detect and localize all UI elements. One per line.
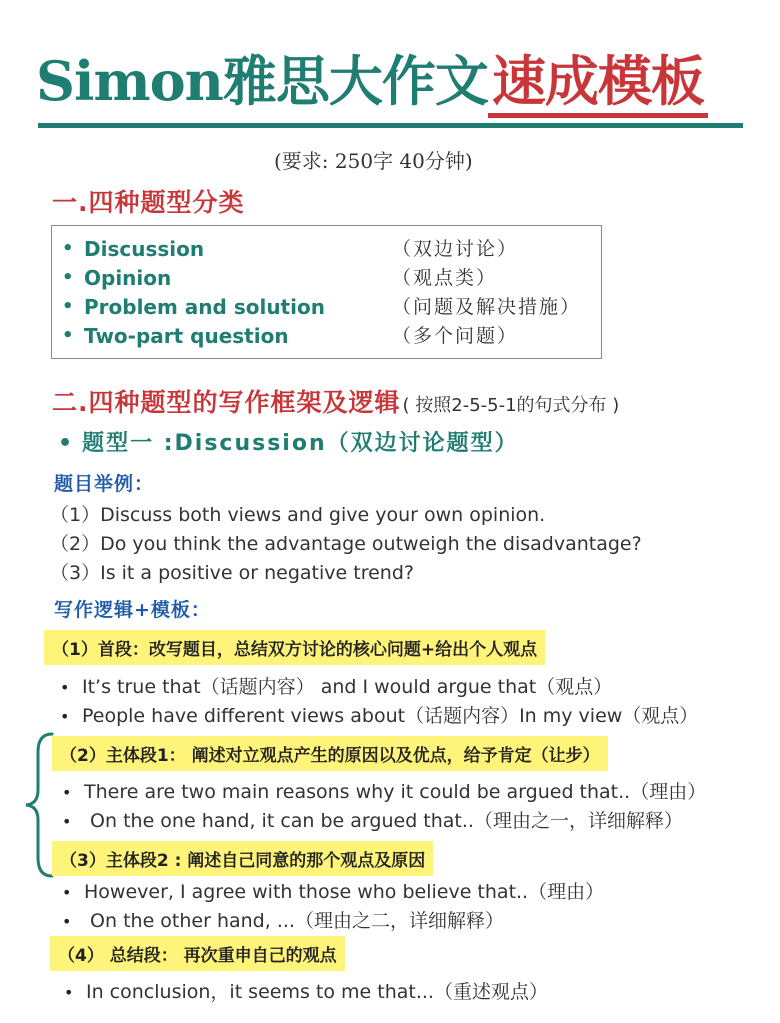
type-item [62, 235, 592, 263]
bullet-icon: • [62, 783, 72, 802]
question-types-box [51, 225, 602, 359]
title-divider [38, 123, 743, 128]
type-name: Problem and solution [84, 295, 325, 319]
section1-heading: 一.四种题型分类 [52, 188, 245, 217]
bullet-icon: • [62, 812, 72, 831]
bullet-icon: • [62, 238, 74, 259]
type-description: （双边讨论） [392, 238, 519, 260]
template-text: It’s true that（话题内容） and I would argue that（观点） [82, 676, 613, 698]
template-line [60, 701, 698, 728]
type-description: （多个问题） [392, 325, 519, 347]
type-name: Two-part question [84, 324, 289, 348]
template-text: There are two main reasons why it could be argued that..（理由） [84, 781, 707, 803]
template-line [62, 777, 706, 804]
bullet-icon: • [60, 707, 70, 726]
template-text: On the one hand, it can be argued that..（理由之一，详细解释） [84, 810, 683, 832]
bullet-icon: • [62, 325, 74, 346]
template-line [62, 877, 604, 904]
bullet-icon: • [62, 267, 74, 288]
type-name: Opinion [84, 266, 172, 290]
type-item [62, 322, 592, 350]
type-name: Discussion [84, 237, 205, 261]
section2-note: ( 按照2-5-5-1的句式分布 ) [402, 395, 620, 416]
title-main: Simon雅思大作文 [36, 49, 488, 113]
para1-label: （1）首段：改写题目，总结双方讨论的核心问题+给出个人观点 [44, 630, 545, 665]
template-line [64, 977, 548, 1004]
subtitle-requirements: (要求: 250字 40分钟) [274, 149, 473, 173]
bullet-icon: • [58, 431, 75, 456]
template-text: On the other hand, ...（理由之二，详细解释） [84, 910, 504, 932]
template-text: However, I agree with those who believe that..（理由） [84, 881, 605, 903]
template-line [62, 806, 683, 833]
bullet-icon: • [62, 912, 72, 931]
title-highlight: 速成模板 [488, 49, 708, 118]
section2-title: 二.四种题型的写作框架及逻辑 [52, 388, 401, 417]
logic-heading: 写作逻辑+模板： [54, 599, 211, 621]
template-line [62, 906, 504, 933]
example-question: （3）Is it a positive or negative trend? [50, 562, 414, 584]
type-one-heading [58, 426, 519, 457]
para2-label: （2）主体段1： 阐述对立观点产生的原因以及优点，给予肯定（让步） [52, 736, 608, 771]
section2-heading [52, 383, 619, 419]
template-line [60, 672, 612, 699]
template-text: In conclusion，it seems to me that...（重述观点） [86, 981, 548, 1003]
page-title [36, 48, 708, 114]
type-item [62, 293, 592, 321]
type-description: （问题及解决措施） [392, 296, 582, 318]
type-one-title: 题型一 :Discussion（双边讨论题型） [82, 431, 519, 456]
type-item [62, 264, 592, 292]
type-description: （观点类） [392, 267, 498, 289]
example-question: （1）Discuss both views and give your own opinion. [50, 504, 546, 526]
template-text: People have different views about（话题内容）In my view（观点） [82, 705, 699, 727]
para3-label: （3）主体段2 : 阐述自己同意的那个观点及原因 [52, 841, 433, 876]
bullet-icon: • [64, 983, 74, 1002]
bullet-icon: • [62, 883, 72, 902]
examples-heading: 题目举例： [54, 473, 155, 495]
para4-label: （4） 总结段： 再次重申自己的观点 [50, 936, 345, 971]
example-question: （2）Do you think the advantage outweigh the disadvantage? [50, 533, 642, 555]
bullet-icon: • [60, 678, 70, 697]
bullet-icon: • [62, 296, 74, 317]
